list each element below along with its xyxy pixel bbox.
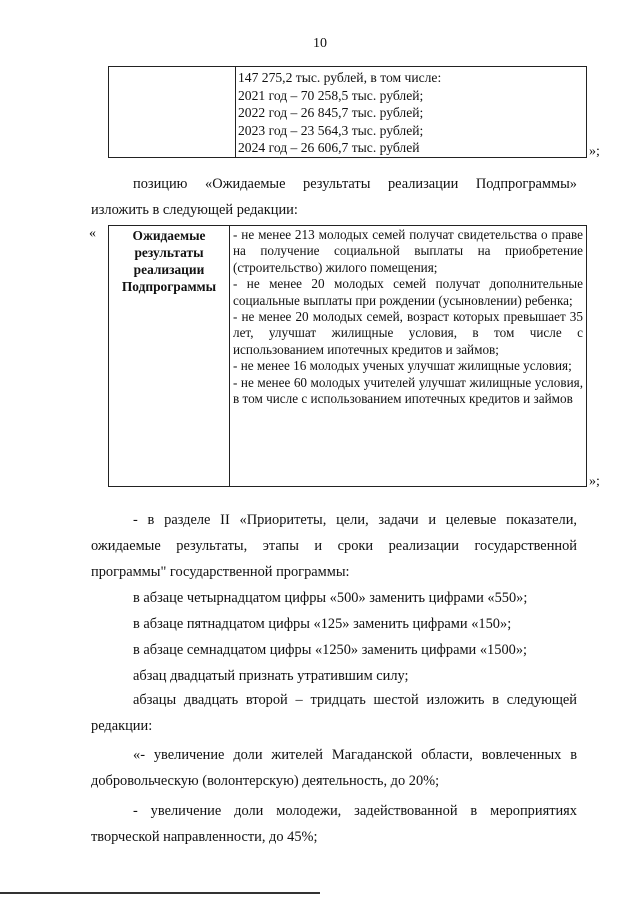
result-item: - не менее 213 молодых семей получат свидетельства о праве на получение социальной выплаты на приобретение (строительство) жилого помещения;: [233, 227, 583, 275]
funding-line: 2023 год – 23 564,3 тыс. рублей;: [238, 122, 424, 138]
funding-line: 2021 год – 70 258,5 тыс. рублей;: [238, 87, 424, 103]
expected-results-cell: [230, 226, 587, 487]
change-line: в абзаце четырнадцатом цифры «500» заменить цифрами «550»;: [133, 590, 528, 606]
funding-line: 2024 год – 26 606,7 тыс. рублей: [238, 140, 420, 156]
open-quote: «: [89, 226, 96, 241]
new-item-paragraph: - увеличение доли молодежи, задействованной в мероприятиях творческой направленности, до 45%;: [91, 803, 577, 845]
funding-table-label-cell: [109, 67, 236, 158]
result-item: - не менее 16 молодых ученых улучшат жилищные условия;: [233, 358, 572, 374]
footer-rule: [0, 892, 320, 894]
funding-table: [108, 66, 587, 158]
section-paragraph: - в разделе II «Приоритеты, цели, задачи и целевые показатели, ожидаемые результаты, этапы и сроки реализации государственной программы" государственной программы:: [91, 512, 577, 580]
intro-paragraph: позицию «Ожидаемые результаты реализации Подпрограммы» изложить в следующей редакции:: [91, 176, 577, 218]
funding-line: 2022 год – 26 845,7 тыс. рублей;: [238, 105, 424, 121]
close-quote: »;: [589, 474, 600, 489]
change-line: в абзаце пятнадцатом цифры «125» заменить цифрами «150»;: [133, 616, 512, 632]
expected-results-header: Ожидаемые результаты реализации Подпрограммы: [109, 226, 230, 487]
expected-results-table: [108, 225, 587, 487]
funding-line: 147 275,2 тыс. рублей, в том числе:: [238, 70, 442, 85]
change-line: абзац двадцатый признать утратившим силу;: [133, 668, 409, 684]
result-item: - не менее 60 молодых учителей улучшат жилищные условия, в том числе с использованием ипотечных кредитов и займов: [233, 374, 583, 407]
new-item-paragraph: «- увеличение доли жителей Магаданской области, вовлеченных в добровольческую (волонтерскую) деятельность, до 20%;: [91, 747, 577, 789]
change-line: в абзаце семнадцатом цифры «1250» заменить цифрами «1500»;: [133, 642, 528, 658]
funding-table-value-cell: [236, 67, 587, 158]
result-item: - не менее 20 молодых семей получат дополнительные социальные выплаты при рождении (усыновлении) ребенка;: [233, 276, 583, 308]
close-quote: »;: [589, 144, 600, 159]
replace-paragraph: абзацы двадцать второй – тридцать шестой изложить в следующей редакции:: [91, 692, 577, 734]
result-item: - не менее 20 молодых семей, возраст которых превышает 35 лет, улучшат жилищные условия, в том числе с использованием ипотечных кредитов и займов;: [233, 309, 583, 357]
page-number: 10: [313, 36, 327, 51]
